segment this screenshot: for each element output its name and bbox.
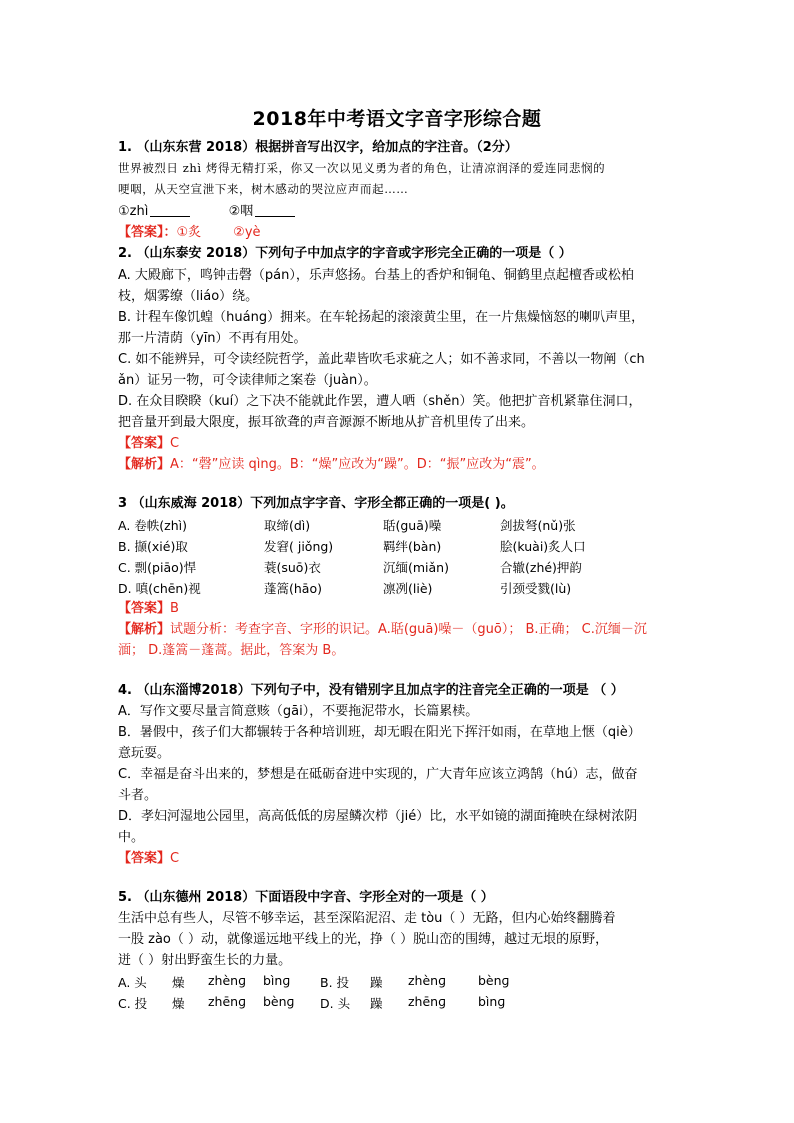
q2-option-a-line2: 枝，烟雾缭（liáo）绕。 xyxy=(118,289,259,304)
q2-answer xyxy=(118,435,179,452)
q5-option-cell: zhènɡ xyxy=(408,973,447,988)
q2-heading: 2. （山东泰安 2018）下列句子中加点字的字音或字形完全正确的一项是（ ） xyxy=(118,246,572,261)
q2-analysis xyxy=(118,456,545,473)
q5-option-cell: bènɡ xyxy=(263,994,295,1009)
q3-analysis xyxy=(118,621,647,638)
q5-option-cell: zhènɡ xyxy=(208,973,247,988)
q5-option-cell: B. 投 xyxy=(320,975,350,990)
q3-option-cell: D. 嗔(chēn)视 xyxy=(118,581,201,596)
q1-text-line2: 哽咽，从天空宣泄下来，树木感动的哭泣应声而起…… xyxy=(118,182,409,196)
q2-option-a-line1: A. 大殿廊下，鸣钟击磬（pán），乐声悠扬。台基上的香炉和铜龟、铜鹤里点起檀香或松柏 xyxy=(118,268,634,283)
page-title: 2018年中考语文字音字形综合题 xyxy=(252,108,542,130)
q5-text-line1: 生活中总有些人，尽管不够幸运，甚至深陷泥沼、走 tòu（ ）无路，但内心始终翻腾着 xyxy=(118,911,616,926)
q3-option-cell: 引颈受戮(lù) xyxy=(500,581,572,596)
q3-option-cell: A. 卷帙(zhì) xyxy=(118,518,187,533)
q1-blank2-line xyxy=(255,204,295,217)
q3-option-cell: 取缔(dì) xyxy=(264,518,311,533)
q3-answer-label: 【答案】 xyxy=(118,601,171,616)
q3-option-cell: C. 剽(piāo)悍 xyxy=(118,560,197,575)
q2-answer-value: C xyxy=(170,436,180,451)
q2-analysis-text: A：“磬”应读 qìng。B：“燥”应改为“躁”。D：“振”应改为“震”。 xyxy=(170,457,545,472)
q2-analysis-label: 【解析】 xyxy=(118,457,171,472)
q1-answer1: ①炙 xyxy=(176,225,202,240)
q4-option-d-line2: 中。 xyxy=(118,830,145,845)
q5-option-cell: bìnɡ xyxy=(478,994,506,1009)
q5-text-line3: 迸（ ）射出野蛮生长的力量。 xyxy=(118,953,292,968)
q4-answer xyxy=(118,850,179,867)
q1-answer xyxy=(118,224,261,241)
q2-option-c-line1: C. 如不能辨异，可令读经院哲学，盖此辈皆吹毛求疵之人；如不善求同，不善以一物阐（ch xyxy=(118,352,645,367)
q1-heading: 1. （山东东营 2018）根据拼音写出汉字，给加点的字注音。（2分） xyxy=(118,140,518,155)
q5-option-cell: 燥 xyxy=(172,975,185,990)
q5-option-cell: D. 头 xyxy=(320,996,351,1011)
q4-option-c-line2: 斗者。 xyxy=(118,788,158,803)
q2-option-b-line2: 那一片清荫（yīn）不再有用处。 xyxy=(118,331,307,346)
q4-option-b-line2: 意玩耍。 xyxy=(118,746,171,761)
q2-option-c-line2: ǎn）证另一物，可令读律师之案卷（juàn）。 xyxy=(118,373,377,388)
q3-analysis-line2: 湎； D.蓬篙－蓬蒿。据此，答案为 B。 xyxy=(118,643,345,658)
q3-analysis-label: 【解析】 xyxy=(118,622,171,637)
q5-option-cell: C. 投 xyxy=(118,996,148,1011)
q5-option-cell: 躁 xyxy=(370,975,383,990)
q5-option-cell: zhēnɡ xyxy=(208,994,247,1009)
q1-text-line1: 世界被烈日 zhì 烤得无精打采，你又一次以见义勇为者的角色，让清凉润泽的爱连同悲悯的 xyxy=(118,161,606,175)
q2-answer-label: 【答案】 xyxy=(118,436,171,451)
q3-answer xyxy=(118,600,179,617)
q3-option-cell: 剑拔弩(nǔ)张 xyxy=(500,518,576,533)
q1-blanks xyxy=(118,203,295,220)
q2-option-d-line2: 把音量开到最大限度，振耳欲聋的声音源源不断地从扩音机里传了出来。 xyxy=(118,415,535,430)
q4-option-b-line1: B．暑假中，孩子们大都辗转于各种培训班，却无暇在阳光下挥汗如雨，在草地上惬（qiè） xyxy=(118,725,641,740)
q3-option-cell: 聒(guā)噪 xyxy=(383,518,442,533)
q1-blank2-label: ②咽 xyxy=(228,204,254,219)
q4-option-a: A．写作文要尽量言简意赅（gāi），不要拖泥带水，长篇累椟。 xyxy=(118,704,479,719)
q4-answer-value: C xyxy=(170,851,180,866)
q5-option-cell: 躁 xyxy=(370,996,383,1011)
q4-heading: 4. （山东淄博2018）下列句子中，没有错别字且加点字的注音完全正确的一项是 （ ） xyxy=(118,683,624,698)
q5-option-cell: zhēnɡ xyxy=(408,994,447,1009)
q3-option-cell: 羁绊(bàn) xyxy=(383,539,442,554)
q3-option-cell: 沉缅(miǎn) xyxy=(383,560,449,575)
q4-option-d-line1: D．孝妇河湿地公园里，高高低低的房屋鳞次栉（jié）比，水平如镜的湖面掩映在绿树浓阴 xyxy=(118,809,638,824)
q4-option-c-line1: C．幸福是奋斗出来的，梦想是在砥砺奋进中实现的，广大青年应该立鸿鹄（hú）志，做奋 xyxy=(118,767,638,782)
q3-option-cell: B. 撷(xié)取 xyxy=(118,539,188,554)
q1-blank1-line xyxy=(150,204,190,217)
q5-option-cell: A. 头 xyxy=(118,975,147,990)
q3-option-cell: 脍(kuài)炙人口 xyxy=(500,539,586,554)
q5-option-cell: 燥 xyxy=(172,996,185,1011)
q3-option-cell: 蓬篙(hāo) xyxy=(264,581,322,596)
q1-blank1-label: ①zhì xyxy=(118,204,149,219)
q3-option-cell: 蓑(suō)衣 xyxy=(264,560,321,575)
q5-heading: 5. （山东德州 2018）下面语段中字音、字形全对的一项是（ ） xyxy=(118,890,494,905)
q5-text-line2: 一股 zào（ ）动，就像遥远地平线上的光，挣（ ）脱山峦的围缚，越过无垠的原野， xyxy=(118,932,609,947)
q5-option-cell: bènɡ xyxy=(478,973,510,988)
q3-heading: 3 （山东威海 2018）下列加点字字音、字形全都正确的一项是( )。 xyxy=(118,496,514,511)
q5-option-cell: bìnɡ xyxy=(263,973,291,988)
q1-answer2: ②yè xyxy=(233,225,261,240)
q2-option-b-line1: B. 计程车像饥蝗（huáng）拥来。在车轮扬起的滚滚黄尘里，在一片焦燥恼怒的喇叭声里， xyxy=(118,310,645,325)
q1-answer-label: 【答案】： xyxy=(118,225,177,240)
q4-answer-label: 【答案】 xyxy=(118,851,171,866)
q3-option-cell: 发窘( jiǒng) xyxy=(264,539,334,554)
q2-option-d-line1: D. 在众目睽睽（kuí）之下决不能就此作罢，遭人哂（shěn）笑。他把扩音机紧靠住洞口， xyxy=(118,394,642,409)
q3-answer-value: B xyxy=(170,601,179,616)
q3-option-cell: 合辙(zhé)押韵 xyxy=(500,560,582,575)
q3-option-cell: 凛冽(liè) xyxy=(383,581,433,596)
q3-analysis-text1: 试题分析：考查字音、字形的识记。A.聒(guā)噪－（guō）； B.正确； C.沉缅－沉 xyxy=(170,622,647,637)
